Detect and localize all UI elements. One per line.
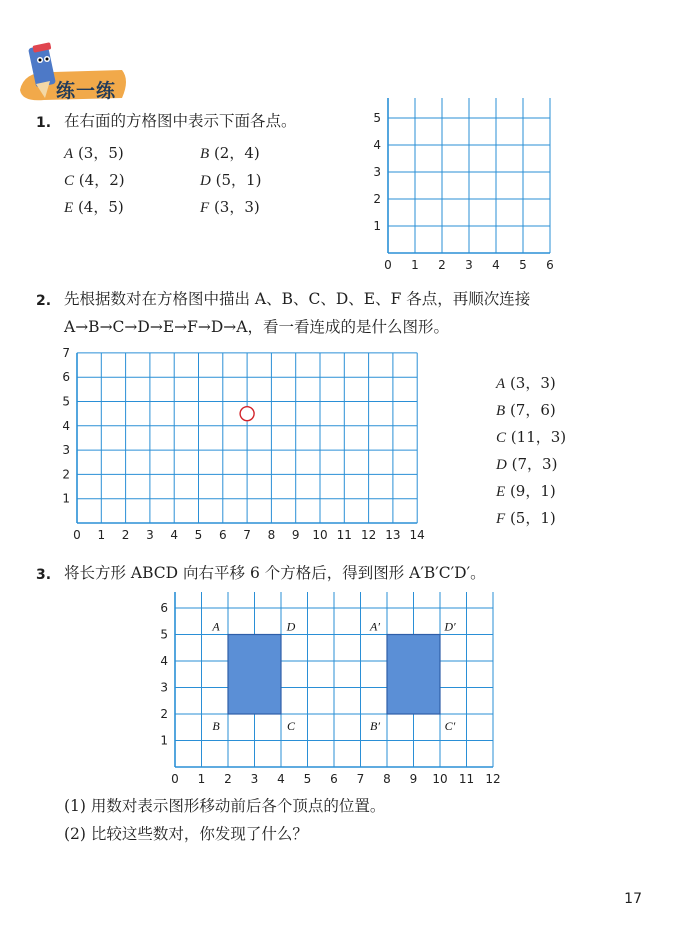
x-tick-label: 5 [303, 772, 312, 786]
x-tick-label: 4 [492, 258, 500, 272]
x-tick-label: 12 [360, 528, 377, 542]
q3-sub1: (1) 用数对表示图形移动前后各个顶点的位置。 [64, 797, 386, 815]
x-tick-label: 3 [146, 528, 154, 542]
original-vertex-label-C: C [286, 719, 296, 733]
q2-point-F: F (5，1) [496, 509, 556, 527]
y-tick-label: 2 [160, 707, 168, 721]
x-tick-label: 1 [411, 258, 419, 272]
q1-coordinate-grid [360, 98, 570, 278]
moved-vertex-label-C: C′ [444, 719, 456, 733]
original-vertex-label-D: D [286, 619, 296, 634]
moved-vertex-label-B: B′ [370, 719, 380, 733]
x-tick-label: 7 [356, 772, 365, 786]
x-tick-label: 11 [336, 528, 352, 542]
x-tick-label: 4 [277, 772, 285, 786]
q1-number: 1. [36, 115, 52, 131]
y-tick-label: 2 [373, 192, 381, 206]
x-tick-label: 9 [409, 772, 418, 786]
x-tick-label: 2 [224, 772, 232, 786]
q2-point-C: C (11，3) [496, 428, 567, 446]
original-vertex-label-B: B [212, 719, 220, 733]
q1-point-F: F (3，3) [200, 198, 260, 216]
y-tick-label: 7 [62, 348, 70, 360]
x-tick-label: 6 [218, 528, 227, 542]
q2-point-B: B (7，6) [496, 401, 556, 419]
x-tick-label: 10 [432, 772, 448, 786]
x-tick-label: 8 [267, 528, 276, 542]
q1-point-C: C (4，2) [64, 171, 125, 189]
original-rectangle [228, 635, 281, 715]
x-tick-label: 14 [409, 528, 425, 542]
x-tick-label: 7 [243, 528, 251, 542]
moved-vertex-label-A: A′ [370, 619, 380, 634]
q2-coordinate-grid [52, 348, 472, 544]
q2-line1: 先根据数对在方格图中描出 A、B、C、D、E、F 各点，再顺次连接 [64, 290, 531, 308]
x-tick-label: 5 [519, 258, 527, 272]
y-tick-label: 6 [62, 370, 70, 385]
y-tick-label: 1 [160, 733, 168, 748]
y-tick-label: 5 [62, 394, 70, 409]
x-tick-label: 6 [546, 258, 554, 272]
x-tick-label: 13 [385, 528, 401, 542]
y-tick-label: 3 [373, 165, 381, 179]
x-tick-label: 2 [438, 258, 446, 272]
q1-point-D: D (5，1) [200, 171, 262, 189]
x-tick-label: 12 [485, 772, 501, 786]
x-tick-label: 1 [197, 772, 206, 786]
y-tick-label: 2 [62, 467, 70, 482]
q3-coordinate-grid [150, 592, 514, 788]
y-tick-label: 3 [62, 443, 70, 458]
q2-number: 2. [36, 293, 52, 309]
x-tick-label: 4 [170, 528, 179, 542]
badge-label: 练一练 [56, 80, 117, 102]
q3-text: 将长方形 ABCD 向右平移 6 个方格后，得到图形 A′B′C′D′。 [64, 564, 486, 582]
original-vertex-label-A: A [212, 619, 220, 634]
q1-point-A: A (3，5) [64, 144, 124, 162]
q2-line2: A→B→C→D→E→F→D→A，看一看连成的是什么图形。 [64, 318, 449, 336]
y-tick-label: 3 [160, 680, 168, 695]
page-number: 17 [624, 891, 642, 907]
x-tick-label: 10 [312, 528, 328, 542]
q2-point-E: E (9，1) [496, 482, 556, 500]
q2-point-A: A (3，3) [496, 374, 556, 392]
q1-point-E: E (4，5) [64, 198, 124, 216]
q1-point-B: B (2，4) [200, 144, 260, 162]
x-tick-label: 5 [194, 528, 203, 542]
y-tick-label: 5 [160, 627, 168, 642]
x-tick-label: 0 [384, 258, 392, 272]
q3-sub2: (2) 比较这些数对，你发现了什么？ [64, 825, 308, 843]
x-tick-label: 8 [383, 772, 391, 786]
y-tick-label: 4 [62, 418, 70, 433]
q3-number: 3. [36, 567, 52, 583]
q2-point-D: D (7，3) [496, 455, 558, 473]
y-tick-label: 1 [373, 219, 381, 233]
y-tick-label: 4 [373, 138, 381, 152]
x-tick-label: 9 [291, 528, 300, 542]
x-tick-label: 0 [73, 528, 81, 542]
x-tick-label: 2 [121, 528, 130, 542]
q1-text: 在右面的方格图中表示下面各点。 [64, 112, 297, 130]
y-tick-label: 5 [373, 111, 381, 125]
x-tick-label: 3 [250, 772, 259, 786]
x-tick-label: 6 [330, 772, 338, 786]
y-tick-label: 4 [160, 654, 168, 668]
circle-marker [240, 407, 254, 421]
y-tick-label: 6 [160, 601, 168, 615]
y-tick-label: 1 [62, 491, 70, 506]
moved-rectangle [387, 635, 440, 715]
moved-vertex-label-D: D′ [444, 619, 456, 634]
x-tick-label: 1 [97, 528, 106, 542]
x-tick-label: 11 [458, 772, 475, 786]
x-tick-label: 0 [171, 772, 179, 786]
x-tick-label: 3 [465, 258, 473, 272]
